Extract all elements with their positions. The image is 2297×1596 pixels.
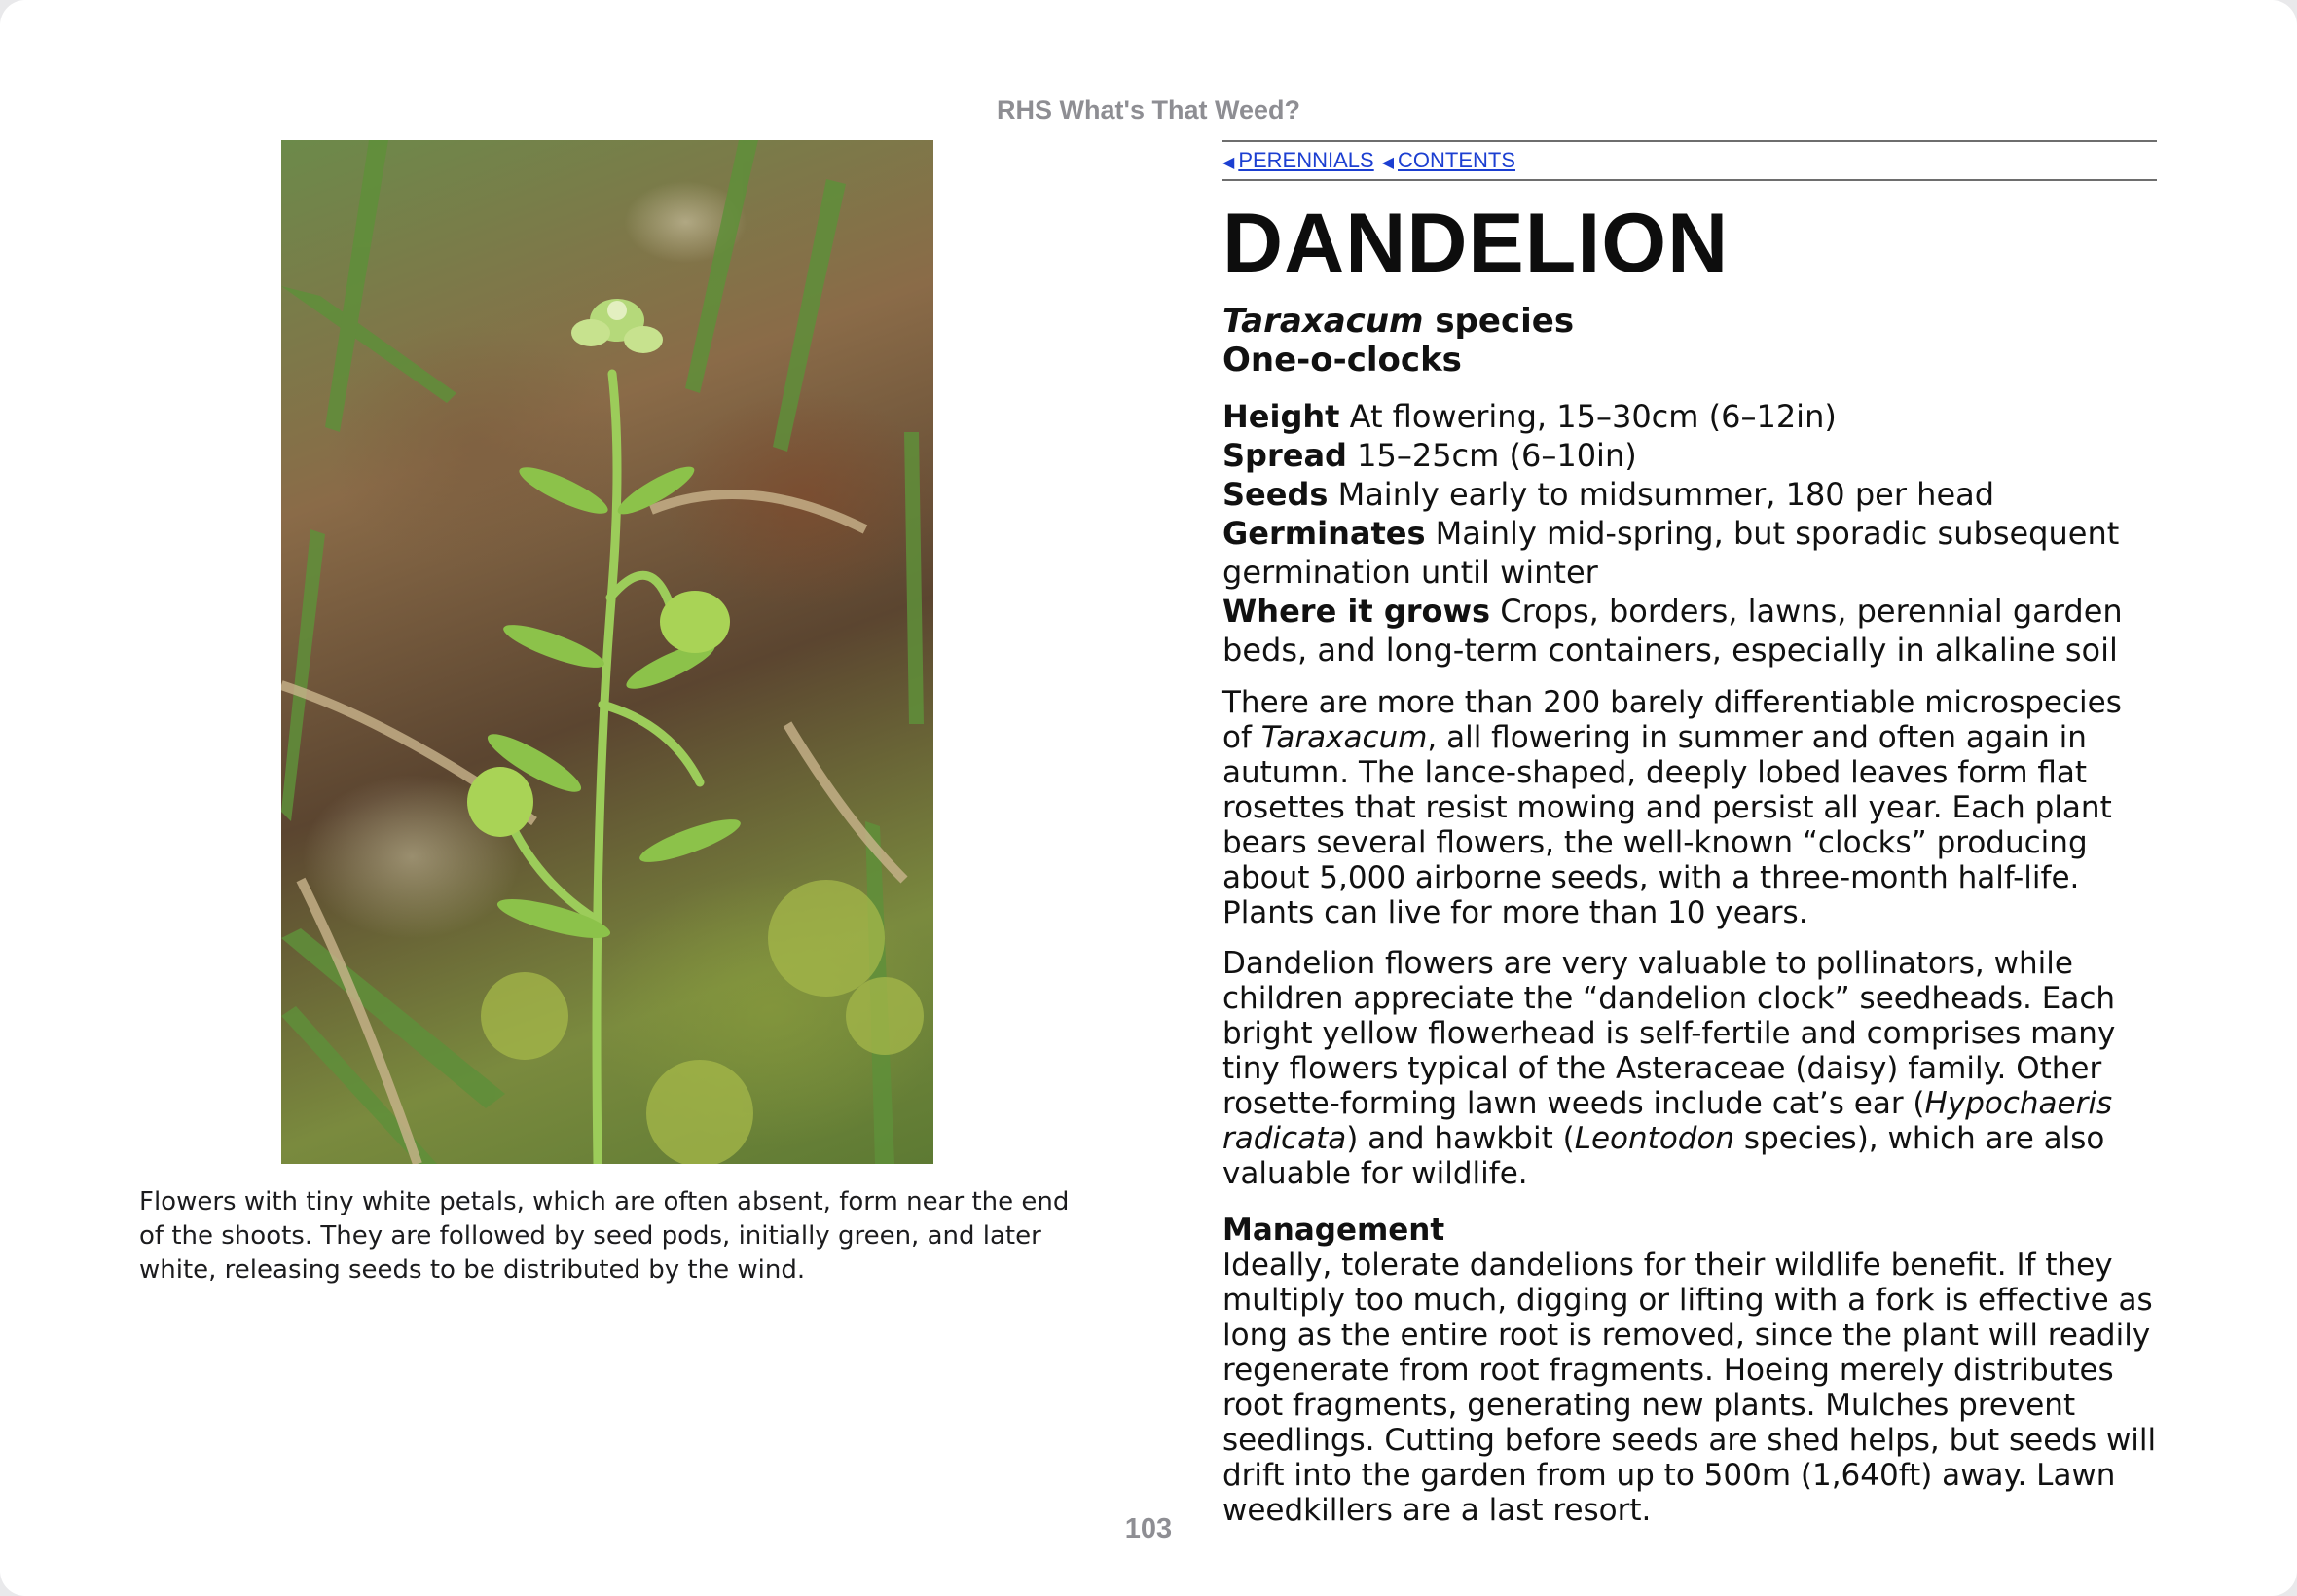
fact-label: Germinates — [1222, 515, 1426, 552]
common-name: One-o-clocks — [1222, 341, 1462, 380]
fact-height — [1222, 397, 2157, 436]
left-triangle-icon: ◀ — [1381, 155, 1395, 171]
latin-suffix: species — [1423, 302, 1575, 341]
left-triangle-icon: ◀ — [1222, 155, 1235, 171]
fact-text: Mainly early to midsummer, 180 per head — [1328, 476, 1995, 513]
photo-caption: Flowers with tiny white petals, which are often absent, form near the end of the shoots. They are followed by seed pods, initially green, and later white, releasing seeds to be distributed by the wind. — [139, 1187, 1070, 1285]
text-run: Dandelion flowers are very valuable to pollinators, while children appreciate the “dandelion clock” seedheads. Each bright yellow flowerhead is self-fertile and comprises many tiny flowers typical of the Asteraceae (daisy) family. Other rosette-forming lawn weeds include cat’s ear ( — [1222, 946, 2116, 1121]
plant-photo — [281, 140, 933, 1164]
page-title: DANDELION — [1222, 197, 1730, 290]
fact-text: At flowering, 15–30cm (6–12in) — [1339, 398, 1837, 435]
perennials-link[interactable]: PERENNIALS — [1238, 148, 1374, 172]
text-run: There are more than 200 barely differentiable microspecies of — [1222, 685, 2122, 755]
fact-label: Height — [1222, 398, 1340, 435]
text-run: species), which are also valuable for wildlife. — [1222, 1121, 2105, 1191]
fact-label: Spread — [1222, 437, 1347, 474]
breadcrumb — [1222, 140, 2157, 181]
italic-text-run: Leontodon — [1574, 1121, 1735, 1156]
fact-label: Where it grows — [1222, 593, 1491, 630]
fact-seeds — [1222, 475, 2157, 514]
entry-column — [1222, 140, 2157, 1528]
management-heading: Management — [1222, 1213, 1445, 1248]
description-paragraph-1 — [1222, 685, 2157, 930]
fact-spread — [1222, 436, 2157, 475]
facts-list — [1222, 397, 2157, 670]
fact-text: Mainly mid-spring, but sporadic subsequent germination until winter — [1222, 515, 2120, 591]
fact-label: Seeds — [1222, 476, 1329, 513]
contents-link[interactable]: CONTENTS — [1398, 148, 1516, 172]
italic-text-run: Taraxacum — [1260, 720, 1428, 755]
fact-text: Crops, borders, lawns, perennial garden beds, and long-term containers, especially in alkaline soil — [1222, 593, 2123, 669]
page-number: 103 — [1124, 1513, 1173, 1544]
fact-text: 15–25cm (6–10in) — [1346, 437, 1637, 474]
text-run: ) and hawkbit ( — [1346, 1121, 1575, 1156]
italic-text-run: Hypochaeris radicata — [1222, 1086, 2113, 1156]
latin-genus: Taraxacum — [1222, 302, 1424, 341]
description-paragraph-2 — [1222, 946, 2157, 1191]
book-title: RHS What's That Weed? — [997, 95, 1300, 125]
latin-name — [1222, 302, 2157, 341]
text-run: , all flowering in summer and often again in autumn. The lance-shaped, deeply lobed leaves form flat rosettes that resist mowing and persist all year. Each plant bears several flowers, the well-known “clocks” producing about 5,000 airborne seeds, with a three-month half-life. Plants can live for more than 10 years. — [1222, 720, 2112, 930]
plant-illustration — [281, 140, 933, 1164]
fact-where-it-grows — [1222, 592, 2157, 670]
management-text: Ideally, tolerate dandelions for their wildlife benefit. If they multiply too much, digging or lifting with a fork is effective as long as the entire root is removed, since the plant will readily regenerate from root fragments. Hoeing merely distributes root fragments, generating new plants. Mulches prevent seedlings. Cutting before seeds are shed helps, but seeds will drift into the garden from up to 500m (1,640ft) away. Lawn weedkillers are a last resort. — [1222, 1248, 2157, 1528]
fact-germinates — [1222, 514, 2157, 592]
